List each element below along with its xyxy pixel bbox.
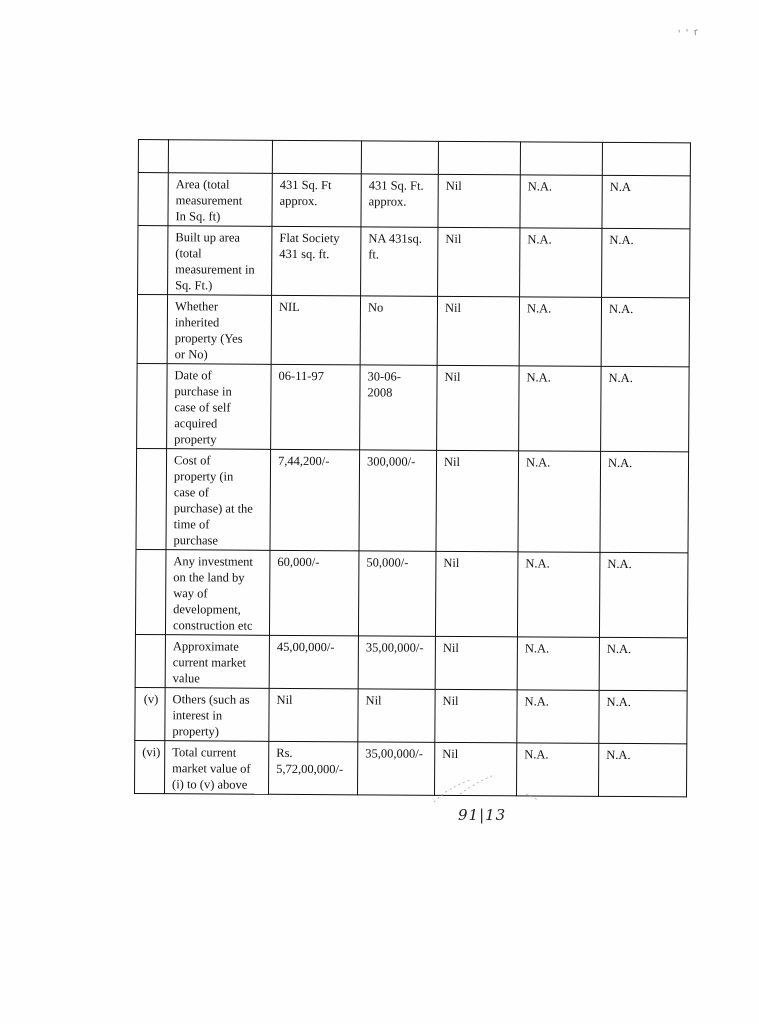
value-cell-3: Nil <box>435 689 517 742</box>
value-cell-5: N.A. <box>600 451 689 553</box>
row-number-cell <box>138 173 168 226</box>
row-label-cell: Any investment on the land by way of development, construction etc <box>165 550 270 636</box>
value-cell-3: Nil <box>438 227 520 296</box>
value-cell-4: N.A. <box>518 451 601 552</box>
value-cell-5: N.A. <box>601 297 689 367</box>
row-label-cell: Others (such as interest in property) <box>165 688 269 742</box>
value-cell-3: Nil <box>435 636 517 689</box>
value-cell-4: N.A. <box>517 637 599 690</box>
value-cell-5: N.A. <box>598 743 686 797</box>
value-cell-5: N.A. <box>601 366 690 452</box>
value-cell-3: Nil <box>436 450 519 551</box>
value-cell-4: N.A. <box>519 297 601 366</box>
row-number-cell: (v) <box>135 687 165 740</box>
corner-mark: ' ' r <box>677 26 700 41</box>
table-row-purchase-date <box>137 363 690 451</box>
value-cell-5: N.A. <box>599 690 687 744</box>
row-number-cell <box>138 226 168 295</box>
value-cell-2: 50,000/- <box>358 551 436 636</box>
row-label-cell <box>168 140 272 174</box>
table-header-row <box>138 140 690 176</box>
value-cell-4: N.A. <box>520 175 602 228</box>
value-cell-2: 35,00,000/- <box>357 742 434 795</box>
value-cell-1: 45,00,000/- <box>269 635 358 689</box>
value-cell-4: N.A. <box>517 690 599 743</box>
value-cell-1: 7,44,200/- <box>270 449 360 551</box>
value-cell-3: Nil <box>434 742 516 795</box>
row-number-cell <box>135 549 166 634</box>
value-cell-3: Nil <box>437 365 520 450</box>
value-cell-2 <box>361 141 438 174</box>
row-label-cell: Approximate current market value <box>165 635 269 689</box>
value-cell-1: 06-11-97 <box>271 364 361 450</box>
value-cell-1: Rs. 5,72,00,000/- <box>268 741 357 795</box>
value-cell-1: Nil <box>269 688 358 742</box>
value-cell-1: Flat Society 431 sq. ft. <box>272 226 361 296</box>
row-number-cell <box>135 634 165 687</box>
table-row-others <box>135 687 687 743</box>
value-cell-3: Nil <box>438 174 520 227</box>
table-row-total <box>135 740 687 796</box>
value-cell-2: Nil <box>358 689 435 742</box>
row-number-cell <box>137 363 168 448</box>
value-cell-5 <box>602 142 690 176</box>
value-cell-2: 431 Sq. Ft. approx. <box>361 174 438 227</box>
value-cell-1: 431 Sq. Ft approx. <box>272 173 361 227</box>
row-number-cell: (vi) <box>135 740 165 793</box>
value-cell-2: No <box>360 296 437 365</box>
row-label-cell: Date of purchase in case of self acquired property <box>167 364 272 450</box>
row-label-cell: Area (total measurement In Sq. ft) <box>168 173 272 227</box>
value-cell-2: 30-06- 2008 <box>360 365 438 450</box>
value-cell-2: 35,00,000/- <box>358 636 435 689</box>
value-cell-5: N.A <box>602 175 690 229</box>
table-row-built-up-area <box>138 226 690 298</box>
value-cell-4: N.A. <box>516 743 598 796</box>
value-cell-5: N.A. <box>599 552 688 638</box>
value-cell-3 <box>438 141 520 175</box>
value-cell-3: Nil <box>435 551 518 636</box>
value-cell-5: N.A. <box>599 637 687 691</box>
row-number-cell <box>137 295 167 364</box>
row-label-cell: Whether inherited property (Yes or No) <box>167 295 271 365</box>
table-row-cost <box>136 448 689 552</box>
row-label-cell: Built up area (total measurement in Sq. Ft.) <box>168 226 272 296</box>
page-number-mark: 91|13 <box>458 806 507 824</box>
value-cell-4: N.A. <box>520 228 602 297</box>
value-cell-5: N.A. <box>602 228 690 298</box>
value-cell-1: 60,000/- <box>269 550 359 636</box>
value-cell-2: 300,000/- <box>359 450 437 551</box>
row-number-cell <box>138 140 168 173</box>
value-cell-1 <box>272 140 361 174</box>
row-number-cell <box>136 448 167 549</box>
table-row-investment <box>135 549 688 637</box>
value-cell-4: N.A. <box>517 552 600 637</box>
value-cell-2: NA 431sq. ft. <box>361 227 438 296</box>
row-label-cell: Total current market value of (i) to (v) above <box>165 741 269 795</box>
value-cell-4 <box>520 142 602 176</box>
table-row-area <box>138 173 690 229</box>
value-cell-4: N.A. <box>519 366 602 451</box>
value-cell-1: NIL <box>271 295 360 365</box>
property-details-table <box>134 139 691 797</box>
handwritten-signature <box>430 770 550 840</box>
value-cell-3: Nil <box>437 296 519 365</box>
table-row-inherited <box>137 295 689 367</box>
row-label-cell: Cost of property (in case of purchase) at the time of purchase <box>166 449 271 551</box>
table-row-market-value <box>135 634 687 690</box>
